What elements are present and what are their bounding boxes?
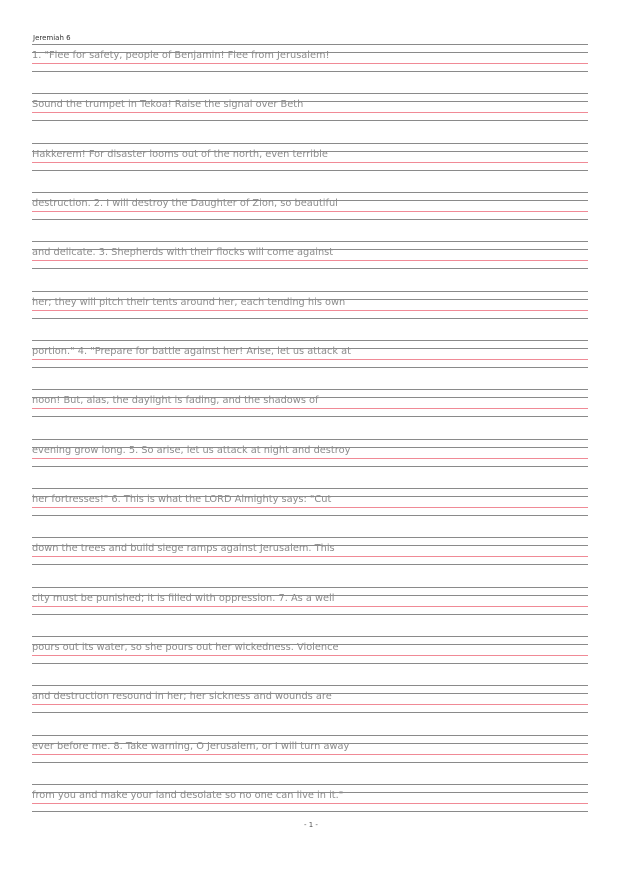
trace-line-8: noon! But, alas, the daylight is fading, and the shadows of: [32, 395, 319, 407]
practice-row: [32, 535, 588, 584]
practice-row: [32, 733, 588, 782]
trace-line-6: her; they will pitch their tents around her, each tending his own: [32, 296, 346, 308]
trace-line-16: from you and make your land desolate so no one can live in it.": [32, 789, 344, 801]
trace-line-4: destruction. 2. I will destroy the Daughter of Zion, so beautiful: [32, 197, 338, 209]
practice-row: [32, 683, 588, 732]
practice-row: [32, 190, 588, 239]
trace-line-10: her fortresses!" 6. This is what the LORD Almighty says: "Cut: [32, 493, 332, 505]
trace-line-15: ever before me. 8. Take warning, O Jerusalem, or I will turn away: [32, 740, 350, 752]
practice-row: [32, 486, 588, 535]
page-header: Jeremiah 6: [33, 34, 71, 42]
trace-line-14: and destruction resound in her; her sickness and wounds are: [32, 691, 332, 703]
practice-row: [32, 338, 588, 387]
handwriting-practice-lines: [32, 42, 588, 831]
trace-line-2: Sound the trumpet in Tekoa! Raise the signal over Beth: [32, 99, 304, 111]
trace-line-9: evening grow long. 5. So arise, let us attack at night and destroy: [32, 444, 351, 456]
practice-row: [32, 141, 588, 190]
practice-row: [32, 387, 588, 436]
practice-row: [32, 437, 588, 486]
trace-line-11: down the trees and build siege ramps against Jerusalem. This: [32, 543, 335, 555]
trace-line-1: 1. "Flee for safety, people of Benjamin! Flee from Jerusalem!: [32, 50, 330, 61]
trace-line-3: Hakkerem! For disaster looms out of the north, even terrible: [32, 148, 328, 160]
trace-line-13: pours out its water, so she pours out her wickedness. Violence: [32, 641, 339, 653]
practice-row: [32, 585, 588, 634]
practice-row: [32, 634, 588, 683]
practice-row: [32, 91, 588, 140]
practice-row: [32, 42, 588, 91]
page-number: - 1 -: [304, 821, 318, 829]
trace-line-12: city must be punished; it is filled with oppression. 7. As a well: [32, 592, 335, 604]
practice-row: [32, 289, 588, 338]
trace-line-7: portion." 4. "Prepare for battle against her! Arise, let us attack at: [32, 345, 351, 357]
practice-row: [32, 239, 588, 288]
trace-line-5: and delicate. 3. Shepherds with their flocks will come against: [32, 247, 334, 259]
